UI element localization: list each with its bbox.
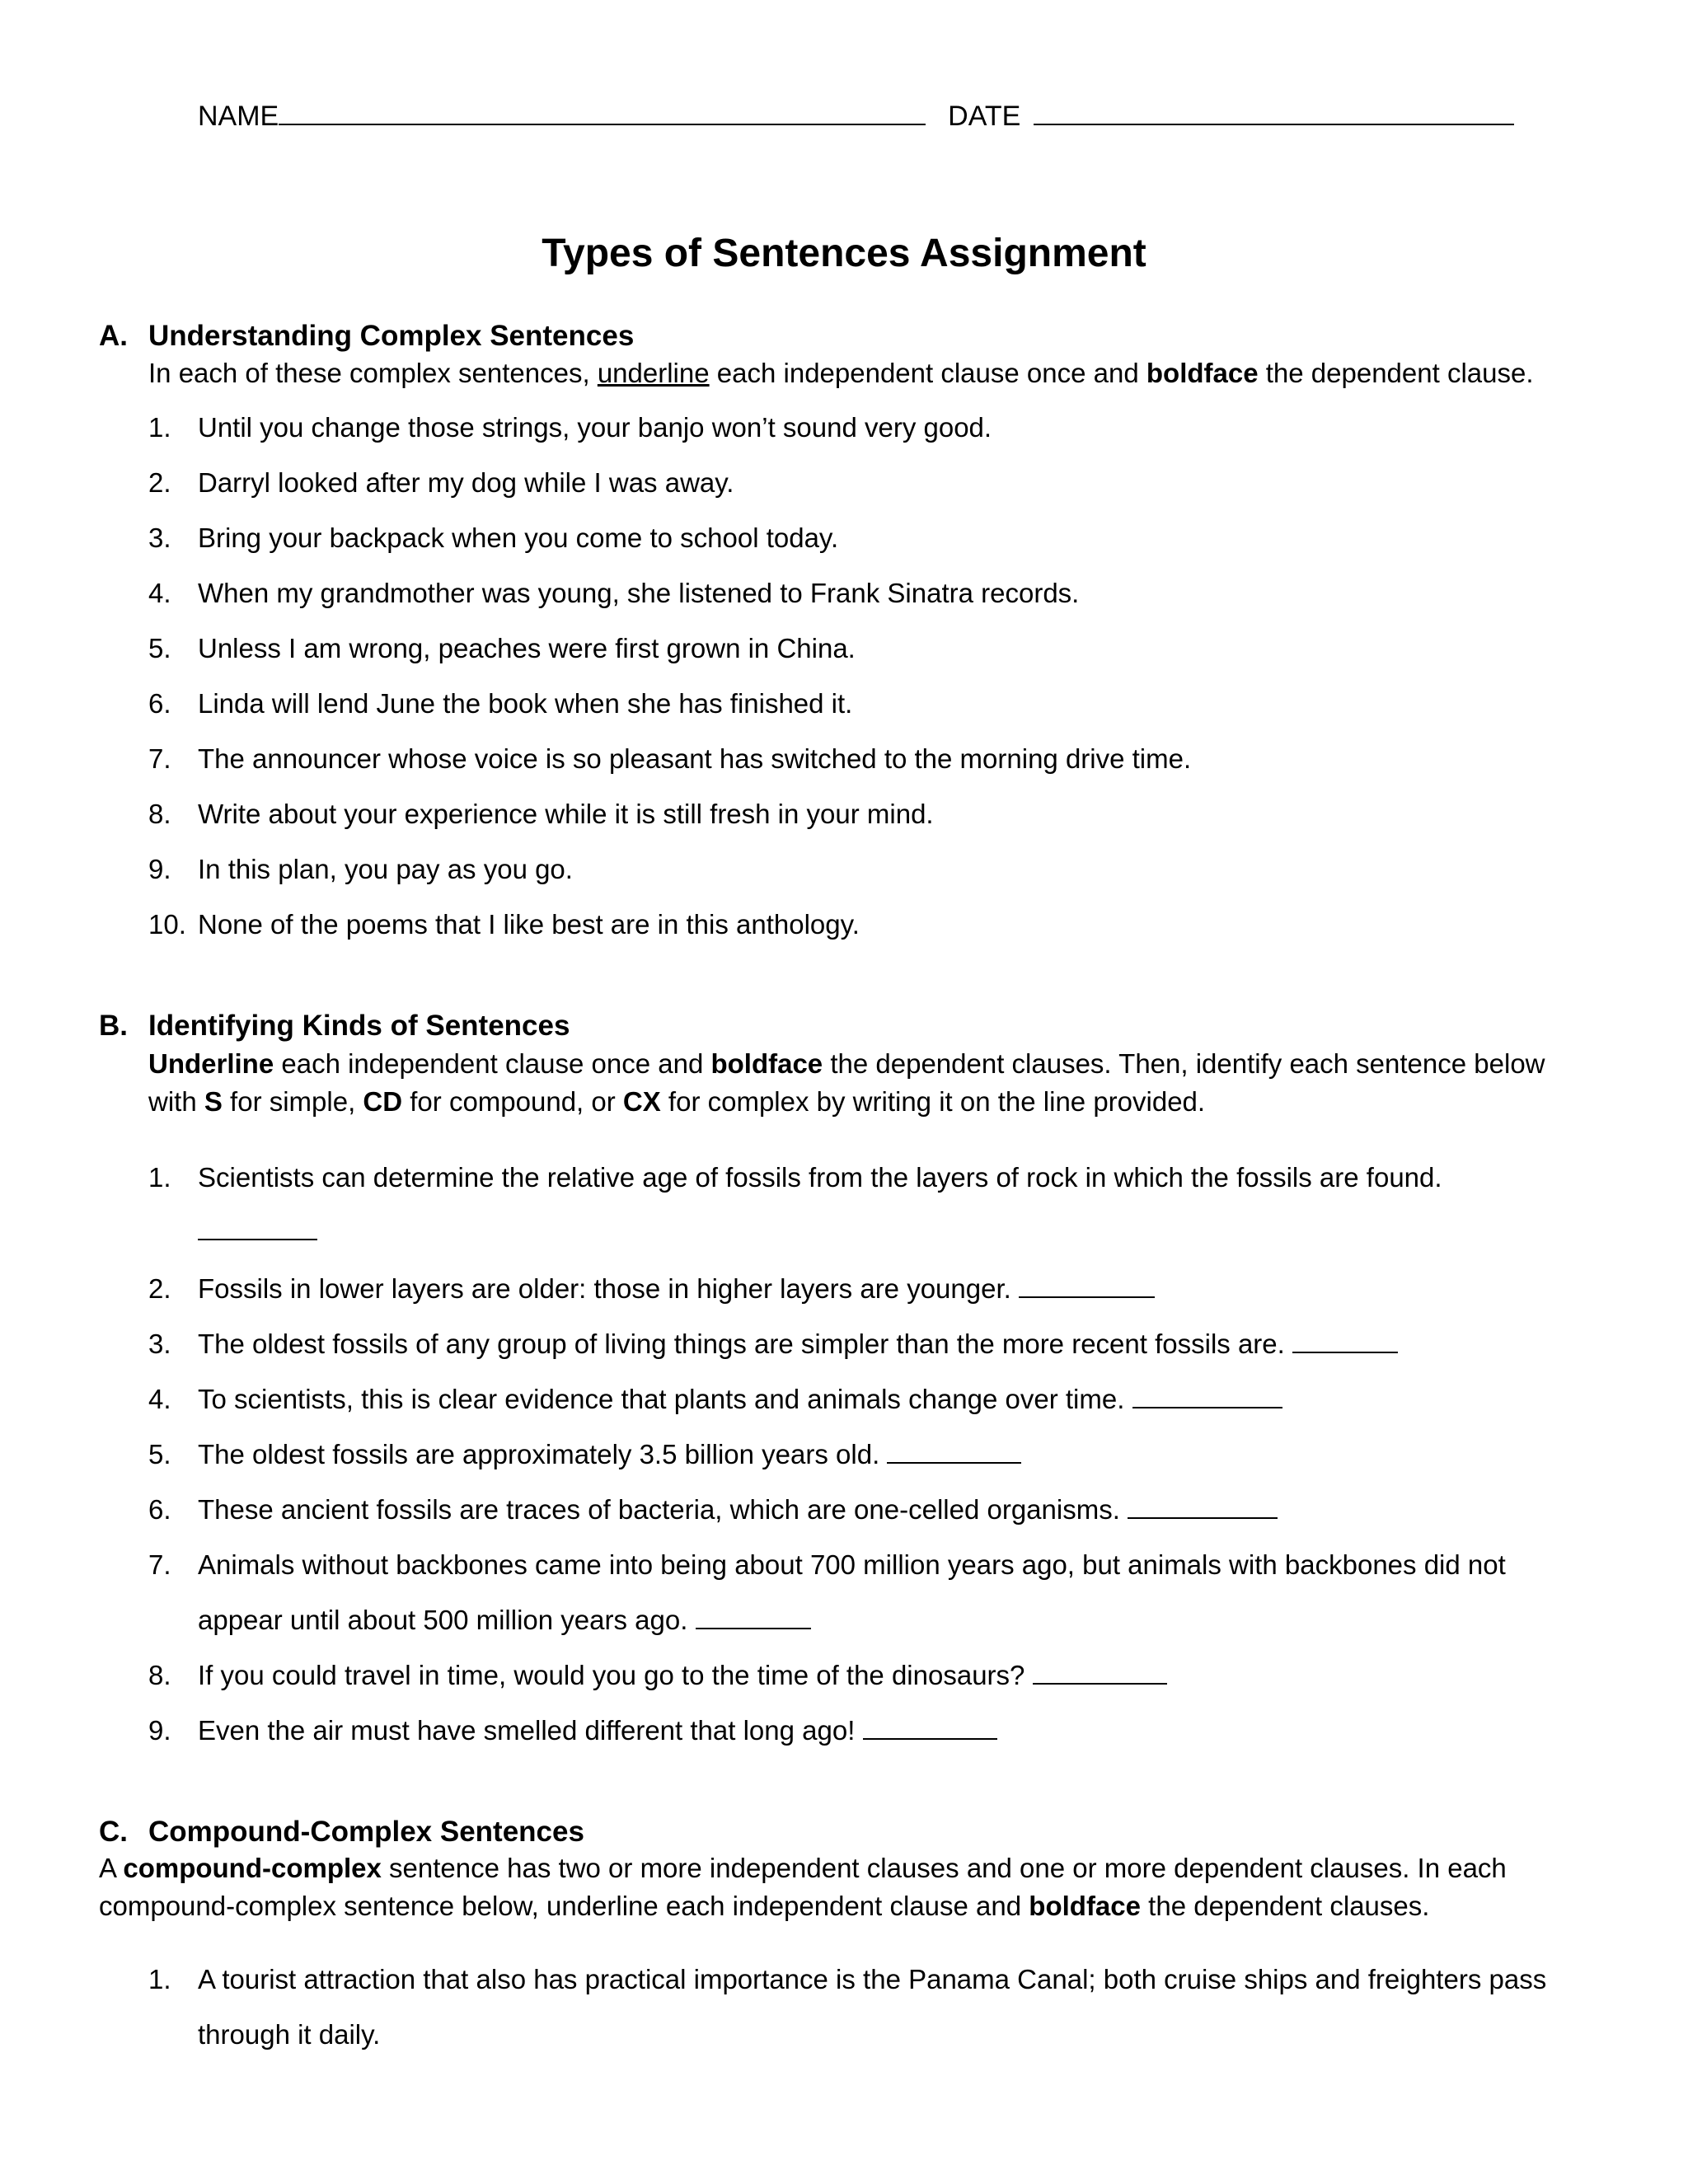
date-label: DATE (948, 101, 1021, 132)
item-text: Even the air must have smelled different that long ago! (198, 1715, 863, 1746)
answer-blank[interactable] (863, 1715, 997, 1740)
item-number: 2. (148, 467, 171, 498)
item-text: through it daily. (198, 2019, 381, 2050)
instr-bold-word: compound-complex (123, 1853, 382, 1883)
item-text-wrap (198, 1494, 1278, 1526)
item-number: 6. (148, 1494, 171, 1525)
section-b-item-7-cont (198, 1605, 811, 1636)
instr-bold-word: boldface (710, 1048, 823, 1079)
item-text: The oldest fossils are approximately 3.5 billion years old. (198, 1439, 888, 1469)
instr-bold-word: S (204, 1086, 223, 1117)
item-number: 1. (148, 1964, 171, 1994)
instr-bold-word: CD (363, 1086, 403, 1117)
answer-blank[interactable] (1033, 1660, 1167, 1685)
section-b-letter: B. (99, 1010, 128, 1042)
instr-text: the dependent clauses. (1141, 1891, 1430, 1921)
item-number: 9. (148, 854, 171, 884)
instr-line-2 (148, 1083, 1648, 1121)
item-text: Scientists can determine the relative age of fossils from the layers of rock in which the fossils are found. (198, 1162, 1442, 1193)
instr-underline-word: underline (597, 358, 710, 388)
item-text: Animals without backbones came into being about 700 million years ago, but animals with backbones did not (198, 1549, 1506, 1580)
item-text: If you could travel in time, would you go to the time of the dinosaurs? (198, 1660, 1033, 1690)
item-number: 10. (148, 909, 186, 940)
item-number: 3. (148, 523, 171, 553)
section-c-item-1-cont (198, 2019, 380, 2050)
item-text: Linda will lend June the book when she has finished it. (198, 688, 853, 719)
item-number: 1. (148, 1162, 171, 1193)
section-c-title: Compound-Complex Sentences (148, 1816, 584, 1848)
item-number: 4. (148, 578, 171, 608)
item-number: 4. (148, 1384, 171, 1414)
item-text: The oldest fossils of any group of living things are simpler than the more recent fossils are. (198, 1329, 1292, 1359)
item-number: 3. (148, 1329, 171, 1359)
instr-text: each independent clause once and (709, 358, 1146, 388)
item-number: 5. (148, 633, 171, 663)
item-text: A tourist attraction that also has practical importance is the Panama Canal; both cruise ships and freighters pass (198, 1964, 1547, 1994)
instr-text: for simple, (222, 1086, 363, 1117)
item-text: Fossils in lower layers are older: those in higher layers are younger. (198, 1273, 1019, 1304)
instr-text: for compound, or (402, 1086, 623, 1117)
answer-blank[interactable] (696, 1605, 811, 1629)
page-title: Types of Sentences Assignment (542, 232, 1146, 275)
instr-text: the dependent clause. (1258, 358, 1534, 388)
section-b-title: Identifying Kinds of Sentences (148, 1010, 570, 1042)
item-text: In this plan, you pay as you go. (198, 854, 573, 884)
item-text-wrap (198, 1715, 997, 1746)
section-c-letter: C. (99, 1816, 128, 1848)
instr-text: for complex by writing it on the line provided. (660, 1086, 1206, 1117)
instr-line-2 (99, 1887, 1648, 1925)
item-number: 8. (148, 799, 171, 829)
item-text: When my grandmother was young, she listened to Frank Sinatra records. (198, 578, 1080, 608)
instr-text: A (99, 1853, 124, 1883)
item-number: 1. (148, 412, 171, 443)
name-label: NAME (198, 101, 279, 132)
instr-bold-word: CX (622, 1086, 661, 1117)
item-text-wrap (198, 1273, 1155, 1305)
instr-text: compound-complex sentence below, underline each independent clause and (99, 1891, 1029, 1921)
section-a-letter: A. (99, 320, 128, 352)
item-text: These ancient fossils are traces of bacteria, which are one-celled organisms. (198, 1494, 1128, 1525)
instr-text: sentence has two or more independent clauses and one or more dependent clauses. In each (381, 1853, 1507, 1883)
item-text: Darryl looked after my dog while I was away. (198, 467, 734, 498)
item-number: 2. (148, 1273, 171, 1304)
instr-line-1 (148, 1045, 1648, 1083)
item-number: 9. (148, 1715, 171, 1746)
item-number: 8. (148, 1660, 171, 1690)
date-blank[interactable] (1034, 101, 1514, 125)
answer-blank[interactable] (1019, 1273, 1155, 1298)
item-text: Write about your experience while it is still fresh in your mind. (198, 799, 934, 829)
item-text: Unless I am wrong, peaches were first grown in China. (198, 633, 856, 663)
section-a-instructions (148, 354, 1632, 392)
name-blank[interactable] (279, 101, 926, 125)
item-text: To scientists, this is clear evidence that plants and animals change over time. (198, 1384, 1132, 1414)
instr-text: with (148, 1086, 204, 1117)
instr-line-1 (99, 1849, 1648, 1887)
item-text-wrap (198, 1384, 1282, 1415)
item-text: appear until about 500 million years ago. (198, 1605, 696, 1635)
answer-blank[interactable] (1128, 1494, 1278, 1519)
item-number: 6. (148, 688, 171, 719)
instr-text: the dependent clauses. Then, identify each sentence below (823, 1048, 1545, 1079)
item-number: 5. (148, 1439, 171, 1469)
instr-text: each independent clause once and (274, 1048, 711, 1079)
section-b-answer-line-1[interactable] (198, 1216, 317, 1247)
item-number: 7. (148, 1549, 171, 1580)
answer-blank[interactable] (1292, 1329, 1398, 1353)
item-text: Until you change those strings, your banjo won’t sound very good. (198, 412, 992, 443)
instr-bold-word: boldface (1029, 1891, 1141, 1921)
answer-blank[interactable] (198, 1216, 317, 1240)
instr-text: In each of these complex sentences, (148, 358, 598, 388)
section-b-instructions (148, 1045, 1648, 1121)
item-text: None of the poems that I like best are in this anthology. (198, 909, 860, 940)
item-text: Bring your backpack when you come to school today. (198, 523, 839, 553)
section-c-instructions (99, 1849, 1648, 1925)
item-text-wrap (198, 1439, 1021, 1470)
answer-blank[interactable] (1132, 1384, 1282, 1408)
name-date-line (198, 101, 1514, 133)
section-a-title: Understanding Complex Sentences (148, 320, 635, 352)
item-number: 7. (148, 743, 171, 774)
answer-blank[interactable] (887, 1439, 1021, 1464)
item-text: The announcer whose voice is so pleasant has switched to the morning drive time. (198, 743, 1192, 774)
item-text-wrap (198, 1329, 1398, 1360)
item-text-wrap (198, 1660, 1167, 1691)
instr-bold-word: boldface (1146, 358, 1259, 388)
instr-bold-word: Underline (148, 1048, 274, 1079)
